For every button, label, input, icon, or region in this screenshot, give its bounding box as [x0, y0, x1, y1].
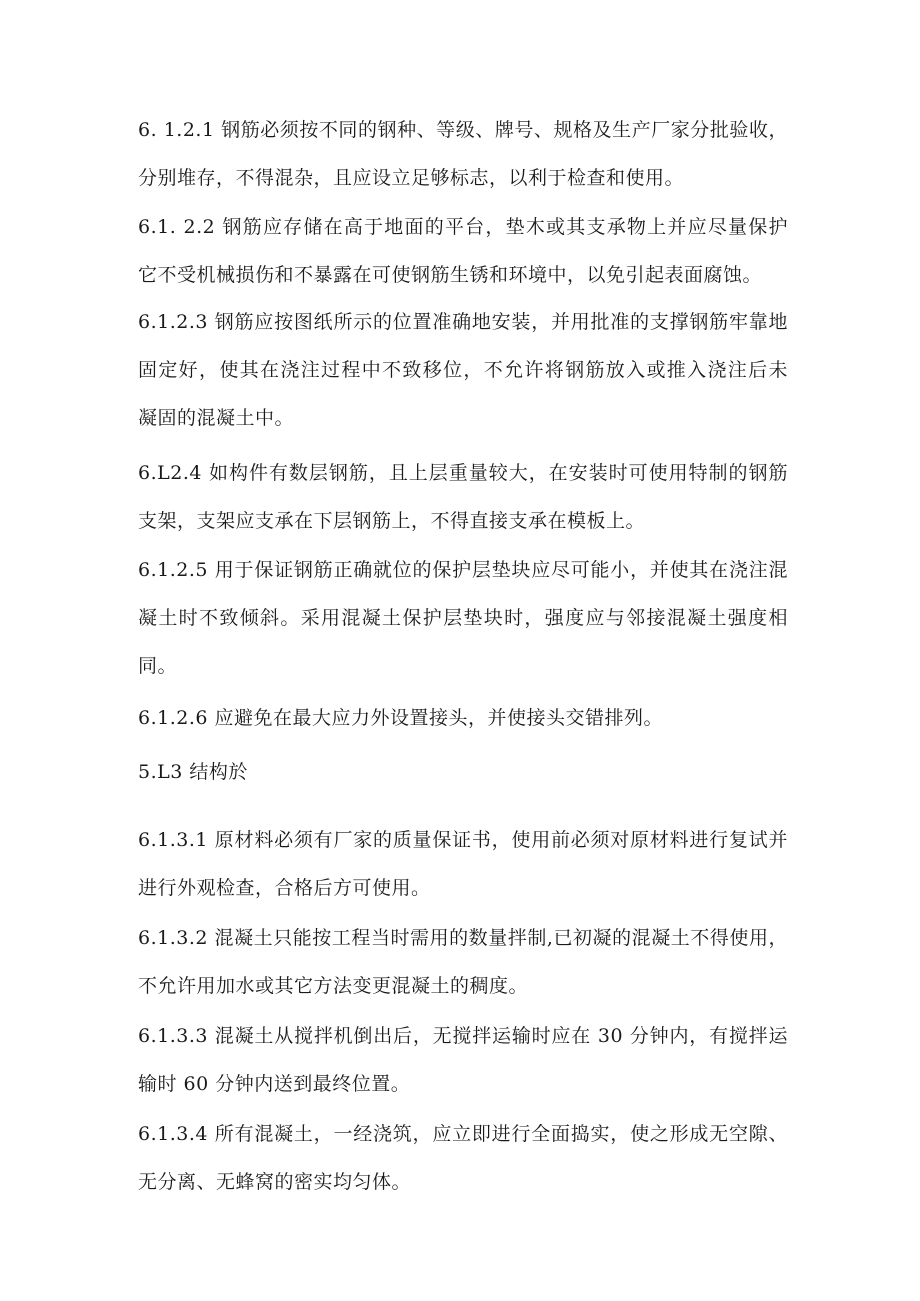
paragraph-6-1-3-2 — [138, 914, 788, 1010]
paragraph-6-1-2-3 — [138, 298, 788, 442]
text-line: 它不受机械损伤和不暴露在可使钢筋生锈和环境中，以免引起表面腐蚀。 — [138, 264, 763, 286]
text-line: 6.1.2.3 钢筋应按图纸所示的位置准确地安装，并用批准的支撑钢筋牢靠地 — [138, 311, 788, 333]
text-line: 6.1. 2.2 钢筋应存储在高于地面的平台，垫木或其支承物上并应尽量保护 — [138, 216, 788, 238]
paragraph-6-1-3-4 — [138, 1110, 788, 1206]
text-line: 同。 — [138, 655, 178, 677]
text-line: 6.1.3.4 所有混凝土，一经浇筑，应立即进行全面捣实，使之形成无空隙、 — [138, 1123, 788, 1145]
text-line: 固定好，使其在浇注过程中不致移位，不允许将钢筋放入或推入浇注后未 — [138, 359, 788, 381]
text-line: 不允许用加水或其它方法变更混凝土的稠度。 — [138, 975, 529, 997]
text-line: 6.1.2.6 应避免在最大应力外设置接头，并使接头交错排列。 — [138, 707, 664, 729]
paragraph-6-1-2-6 — [138, 694, 788, 742]
paragraph-6-1-3-3 — [138, 1012, 788, 1108]
text-line: 6.L2.4 如构件有数层钢筋，且上层重量较大，在安装时可使用特制的钢筋 — [138, 462, 788, 484]
paragraph-6-1-2-5 — [138, 546, 788, 690]
text-line: 进行外观检查，合格后方可使用。 — [138, 877, 431, 899]
paragraph-6-1-2-4 — [138, 449, 788, 545]
text-line: 6.1.2.5 用于保证钢筋正确就位的保护层垫块应尽可能小，并使其在浇注混 — [138, 559, 788, 581]
text-line: 支架，支架应支承在下层钢筋上，不得直接支承在模板上。 — [138, 510, 646, 532]
section-heading — [138, 748, 788, 796]
text-line: 6.1.3.2 混凝土只能按工程当时需用的数量拌制,已初凝的混凝土不得使用， — [138, 927, 788, 949]
text-line: 6.1.3.1 原材料必须有厂家的质量保证书，使用前必须对原材料进行复试并 — [138, 829, 788, 851]
text-line: 分别堆存，不得混杂，且应设立足够标志，以利于检查和使用。 — [138, 167, 685, 189]
text-line: 凝固的混凝土中。 — [138, 407, 295, 429]
paragraph-6-1-2-1 — [138, 106, 788, 202]
text-line: 6. 1.2.1 钢筋必须按不同的钢种、等级、牌号、规格及生产厂家分批验收， — [138, 119, 788, 141]
text-line: 凝土时不致倾斜。采用混凝土保护层垫块时，强度应与邻接混凝土强度相 — [138, 607, 788, 629]
paragraph-6-1-3-1 — [138, 816, 788, 912]
paragraph-6-1-2-2 — [138, 203, 788, 299]
text-line: 5.L3 结构於 — [138, 761, 248, 783]
text-line: 6.1.3.3 混凝土从搅拌机倒出后，无搅拌运输时应在 30 分钟内，有搅拌运 — [138, 1025, 788, 1047]
text-line: 输时 60 分钟内送到最终位置。 — [138, 1073, 411, 1095]
text-line: 无分离、无蜂窝的密实均匀体。 — [138, 1171, 412, 1193]
